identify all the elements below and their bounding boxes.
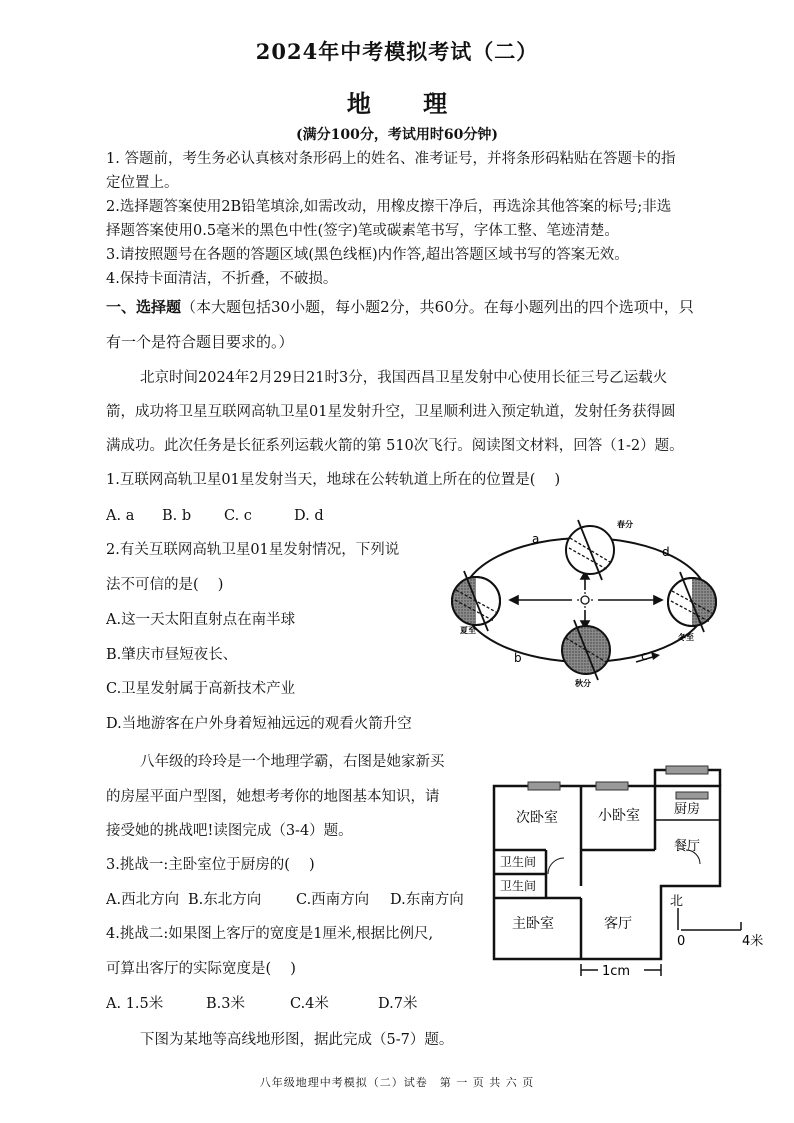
instruction-line: 择题答案使用0.5毫米的黑色中性(签字)笔或碳素笔书写，字体工整、笔迹清楚。 <box>106 223 619 239</box>
question-2-option: A.这一天太阳直射点在南半球 <box>106 612 296 628</box>
width-label: 1cm <box>602 964 631 979</box>
score-note: (满分100分，考试用时60分钟) <box>296 127 498 143</box>
question-2-option: B.肇庆市昼短夜长、 <box>106 647 238 663</box>
term-autumn-equinox: 秋分 <box>575 679 591 688</box>
question-2-option: D.当地游客在户外身着短袖远远的观看火箭升空 <box>106 716 412 732</box>
page-footer: 八年级地理中考模拟（二）试卷 第 一 页 共 六 页 <box>259 1076 535 1089</box>
passage-line: 满成功。此次任务是长征系列运载火箭的第 510次飞行。阅读图文材料，回答（1-2）题。 <box>106 438 684 454</box>
orbit-diagram <box>440 510 730 694</box>
question-3-option: B.东北方向 <box>188 892 262 908</box>
passage-line: 下图为某地等高线地形图，据此完成（5-7）题。 <box>140 1032 454 1048</box>
question-4-option: C.4米 <box>290 996 329 1012</box>
instruction-line: 2.选择题答案使用2B铅笔填涂,如需改动，用橡皮擦干净后，再选涂其他答案的标号;非选 <box>106 199 672 215</box>
section-note: （本大题包括30小题，每小题2分，共60分。在每小题列出的四个选项中，只 <box>181 298 694 316</box>
passage-line: 的房屋平面户型图，她想考考你的地图基本知识，请 <box>106 789 440 805</box>
orbit-label-d: d <box>662 545 670 559</box>
north-label: 北 <box>670 894 684 909</box>
passage-line: 箭，成功将卫星互联网高轨卫星01星发射升空，卫星顺利进入预定轨道，发射任务获得圆 <box>106 404 676 420</box>
sun-icon <box>577 592 593 608</box>
door-arc <box>548 858 564 874</box>
instruction-line: 1. 答题前，考生务必认真核对条形码上的姓名、准考证号，并将条形码粘贴在答题卡的指 <box>106 151 676 167</box>
orbit-label-b: b <box>514 651 522 665</box>
scale-zero: 0 <box>677 934 686 949</box>
question-4-option: D.7米 <box>378 996 418 1012</box>
room-dining: 餐厅 <box>674 839 701 854</box>
question-3-option: D.东南方向 <box>390 892 464 908</box>
sun-rays <box>510 572 662 628</box>
section-title: 一、选择题 <box>106 298 182 316</box>
question-4-stem: 可算出客厅的实际宽度是( ) <box>106 961 296 977</box>
room-second-bedroom: 次卧室 <box>516 810 558 826</box>
question-2-option: C.卫星发射属于高新技术产业 <box>106 681 296 697</box>
floor-plan-diagram <box>486 762 776 982</box>
scale-end: 4米 <box>742 934 764 949</box>
scale-bar <box>681 922 741 930</box>
question-2-stem: 2.有关互联网高轨卫星01星发射情况，下列说 <box>106 542 400 558</box>
question-1-option: C. c <box>224 508 252 524</box>
room-bathroom-1: 卫生间 <box>500 855 537 869</box>
question-4-option: A. 1.5米 <box>106 996 164 1012</box>
room-living-room: 客厅 <box>604 916 632 932</box>
instruction-line: 定位置上。 <box>106 175 179 191</box>
subject-title: 地 理 <box>346 89 470 118</box>
room-small-bedroom: 小卧室 <box>598 808 640 824</box>
orbit-label-c: c <box>641 649 648 663</box>
term-summer-solstice: 夏至 <box>460 626 476 635</box>
room-master-bedroom: 主卧室 <box>512 916 554 932</box>
window-marks <box>528 766 708 799</box>
question-1-option: D. d <box>294 508 324 524</box>
question-1-stem: 1.互联网高轨卫星01星发射当天，地球在公转轨道上所在的位置是( ) <box>106 472 561 488</box>
instruction-line: 3.请按照题号在各题的答题区域(黑色线框)内作答,超出答题区域书写的答案无效。 <box>106 247 629 263</box>
earth-winter-solstice <box>668 572 716 632</box>
section-note-line2: 有一个是符合题目要求的。） <box>106 333 294 351</box>
question-3-option: C.西南方向 <box>296 892 370 908</box>
question-1-option: B. b <box>162 508 192 524</box>
question-4-stem: 4.挑战二:如果图上客厅的宽度是1厘米,根据比例尺, <box>106 926 434 942</box>
exam-title: 2024年中考模拟考试（二） <box>255 39 539 64</box>
question-4-option: B.3米 <box>206 996 245 1012</box>
earth-summer-solstice <box>452 571 500 631</box>
term-winter-solstice: 冬至 <box>678 633 694 642</box>
question-3-stem: 3.挑战一:主卧室位于厨房的( ) <box>106 857 315 873</box>
earth-autumn-equinox <box>562 620 610 680</box>
question-1-option: A. a <box>106 508 135 524</box>
passage-line: 北京时间2024年2月29日21时3分，我国西昌卫星发射中心使用长征三号乙运载火 <box>140 370 668 386</box>
passage-line: 八年级的玲玲是一个地理学霸，右图是她家新买 <box>140 754 445 770</box>
question-3-option: A.西北方向 <box>106 892 180 908</box>
question-2-stem: 法不可信的是( ) <box>106 577 224 593</box>
earth-spring-equinox <box>566 520 614 580</box>
term-spring-equinox: 春分 <box>617 520 633 529</box>
room-bathroom-2: 卫生间 <box>500 879 537 893</box>
room-kitchen: 厨房 <box>674 802 701 817</box>
orbit-label-a: a <box>532 532 540 546</box>
section-heading <box>106 295 694 319</box>
passage-line: 接受她的挑战吧!读图完成（3-4）题。 <box>106 823 353 839</box>
instruction-line: 4.保持卡面清洁，不折叠，不破损。 <box>106 271 338 287</box>
